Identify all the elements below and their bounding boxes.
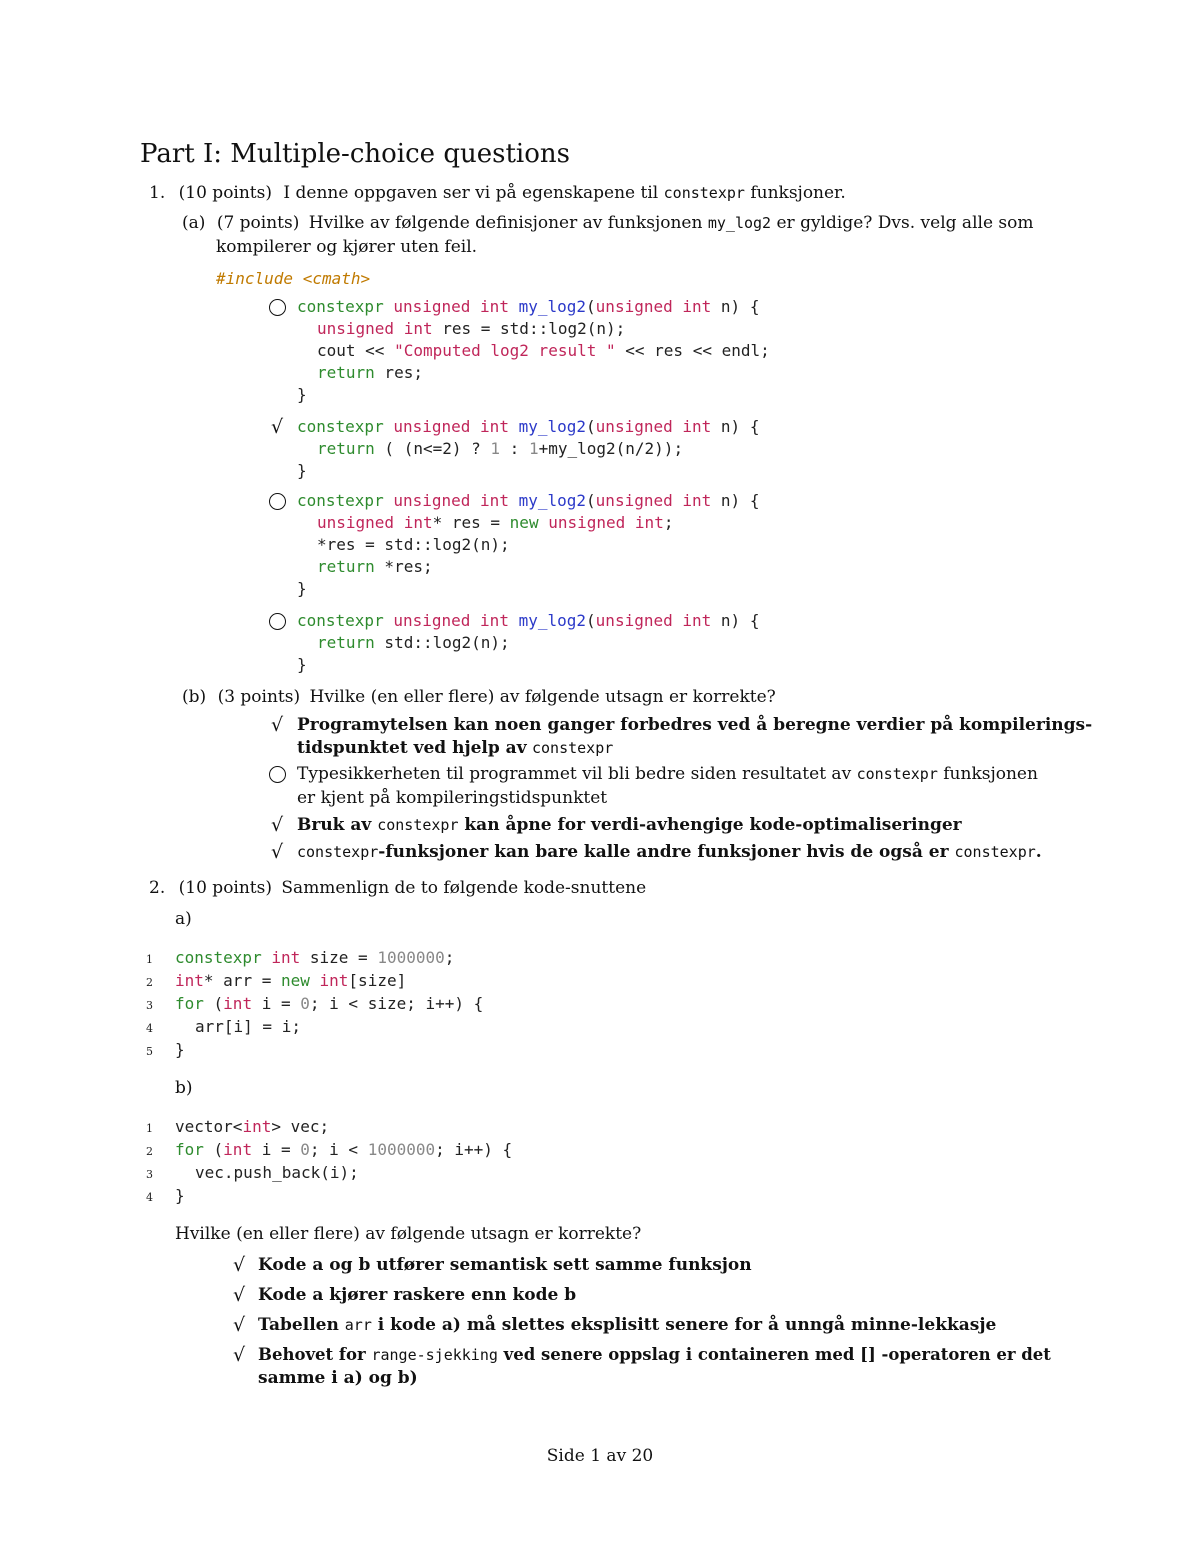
q1b-option2-radio[interactable]: [266, 764, 288, 788]
q1a-option3-radio[interactable]: [266, 491, 288, 515]
line-number: 4: [146, 1191, 153, 1204]
line-number: 2: [146, 1145, 153, 1158]
q2-points: (10 points): [178, 878, 272, 898]
q1b-option1-line2: tidspunktet ved hjelp av constexpr: [297, 738, 614, 758]
line-number: 2: [146, 976, 153, 989]
q2-number: 2.: [149, 878, 166, 898]
q2-option1-check[interactable]: √: [232, 1254, 246, 1276]
q2-option4-line2: samme i a) og b): [258, 1368, 418, 1388]
q2-option4-check[interactable]: √: [232, 1344, 246, 1366]
q1b-header: [182, 686, 776, 708]
q1b-option1-line1: Programytelsen kan noen ganger forbedres ved å beregne verdier på kompilerings-: [297, 715, 1093, 735]
q1a-option2-check[interactable]: √: [270, 416, 284, 438]
page-footer: Side 1 av 20: [546, 1446, 654, 1466]
q2-header: [149, 877, 646, 899]
q2-a-label: a): [175, 909, 192, 929]
q2-option2-text: Kode a kjører raskere enn kode b: [258, 1285, 577, 1305]
q1b-option3-text: Bruk av constexpr kan åpne for verdi-avhengige kode-optimaliseringer: [297, 815, 962, 835]
part-title: Part I: Multiple-choice questions: [140, 139, 570, 169]
line-number: 3: [146, 1168, 153, 1181]
q1b-option4-check[interactable]: √: [270, 841, 284, 863]
q1a-header: [182, 212, 1034, 234]
q1-header: [149, 182, 846, 204]
line-number: 5: [146, 1045, 153, 1058]
q1a-fn: my_log2: [707, 214, 772, 232]
q1b-points: (3 points): [217, 687, 301, 707]
q1a-option1-code: constexpr unsigned int my_log2(unsigned int n) { unsigned int res = std::log2(n); cout << "Computed log2 result " << res << endl; return res; }: [297, 297, 770, 404]
q1-number: 1.: [149, 183, 166, 203]
q2-option3-text: Tabellen arr i kode a) må slettes eksplisitt senere for å unngå minne-lekkasje: [258, 1315, 997, 1335]
include-line: [216, 268, 370, 290]
q1b-option2-line1: Typesikkerheten til programmet vil bli bedre siden resultatet av constexpr funksjonen: [297, 764, 1038, 784]
q2-option2-check[interactable]: √: [232, 1284, 246, 1306]
q2-option1-text: Kode a og b utfører semantisk sett samme funksjon: [258, 1255, 752, 1275]
q1a-option4-radio[interactable]: [266, 611, 288, 635]
q1b-option4-text: constexpr-funksjoner kan bare kalle andre funksjoner hvis de også er constexpr.: [297, 842, 1042, 862]
line-number: 1: [146, 953, 153, 966]
q2-text: Sammenlign de to følgende kode-snuttene: [281, 878, 647, 898]
q1a-text3: kompilerer og kjører uten feil.: [216, 237, 478, 257]
q1b-label: (b): [182, 687, 207, 707]
q1b-option2-line2: er kjent på kompileringstidspunktet: [297, 788, 608, 808]
q2-option4-line1: Behovet for range-sjekking ved senere oppslag i containeren med [] -operatoren er det: [258, 1345, 1051, 1364]
line-number: 3: [146, 999, 153, 1012]
q2-option3-check[interactable]: √: [232, 1314, 246, 1336]
include-keyword: #include: [216, 269, 294, 288]
q1a-label: (a): [182, 213, 206, 233]
q1b-option3-check[interactable]: √: [270, 814, 284, 836]
q1a-text2: er gyldige? Dvs. velg alle som: [776, 213, 1034, 233]
q1b-text: Hvilke (en eller flere) av følgende utsagn er korrekte?: [309, 687, 776, 707]
q1-text-end: funksjoner.: [750, 183, 846, 203]
line-number: 4: [146, 1022, 153, 1035]
q1-points: (10 points): [178, 183, 272, 203]
q1-text: I denne oppgaven ser vi på egenskapene til: [283, 183, 659, 203]
q1a-text1: Hvilke av følgende definisjoner av funksjonen: [308, 213, 703, 233]
include-file: <cmath>: [302, 269, 371, 288]
q2-question: Hvilke (en eller flere) av følgende utsagn er korrekte?: [175, 1224, 642, 1244]
code-snippet-b: vector<int> vec; for (int i = 0; i < 1000000; i++) { vec.push_back(i); }: [175, 1117, 513, 1205]
q2-b-label: b): [175, 1078, 193, 1098]
q1-code-word: constexpr: [663, 184, 745, 202]
line-number: 1: [146, 1122, 153, 1135]
q1a-option2-code: constexpr unsigned int my_log2(unsigned int n) { return ( (n<=2) ? 1 : 1+my_log2(n/2)); }: [297, 417, 760, 480]
q1a-points: (7 points): [216, 213, 300, 233]
q1a-option3-code: constexpr unsigned int my_log2(unsigned int n) { unsigned int* res = new unsigned int; *res = std::log2(n); return *res; }: [297, 491, 760, 598]
code-snippet-a: constexpr int size = 1000000; int* arr = new int[size] for (int i = 0; i < size; i++) { arr[i] = i; }: [175, 948, 484, 1059]
q1a-option4-code: constexpr unsigned int my_log2(unsigned int n) { return std::log2(n); }: [297, 611, 760, 674]
q1b-option1-check[interactable]: √: [270, 714, 284, 736]
q1a-option1-radio[interactable]: [266, 297, 288, 321]
